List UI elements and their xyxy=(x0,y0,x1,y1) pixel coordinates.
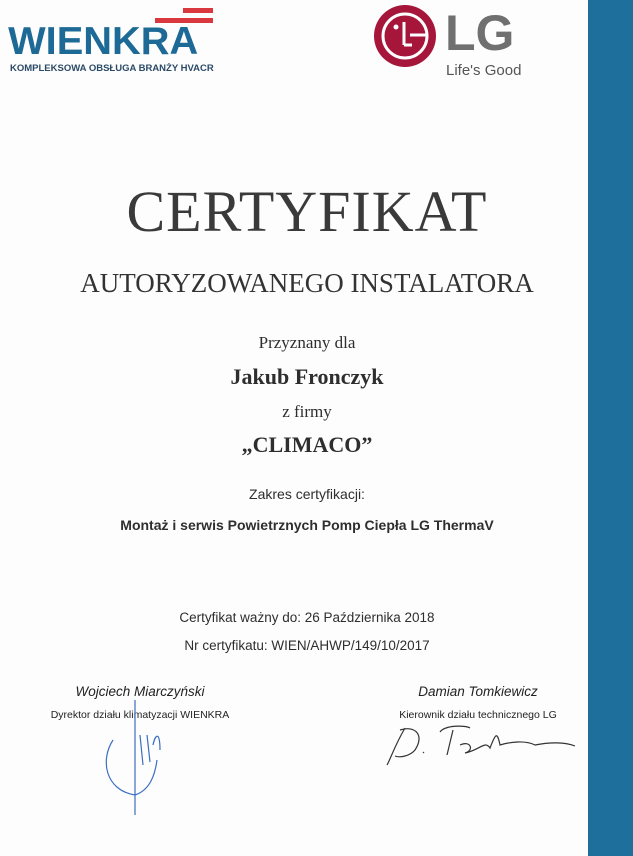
company-label: z firmy xyxy=(282,402,332,421)
validity-text: Certyfikat ważny do: 26 Października 2018 xyxy=(179,610,435,625)
lg-face-icon xyxy=(374,5,436,67)
side-accent-bar xyxy=(588,0,633,856)
scope-text: Montaż i serwis Powietrznych Pomp Ciepła LG ThermaV xyxy=(120,517,494,533)
company-name: „CLIMACO” xyxy=(241,432,373,457)
recipient-name: Jakub Fronczyk xyxy=(230,364,384,389)
certificate-title: CERTYFIKAT xyxy=(126,179,488,244)
signatory-name: Damian Tomkiewicz xyxy=(418,684,538,699)
logo-stripe xyxy=(183,8,213,13)
lg-tagline: Life's Good xyxy=(446,62,522,79)
signature-mark xyxy=(95,700,195,820)
certificate-number: Nr certyfikatu: WIEN/AHWP/149/10/2017 xyxy=(184,638,430,653)
wienkra-name: WIENKRA xyxy=(8,20,199,63)
lg-name: LG xyxy=(445,5,515,61)
certificate-subtitle: AUTORYZOWANEGO INSTALATORA xyxy=(80,268,534,298)
signature-mark xyxy=(385,720,585,770)
signatory-title: Kierownik działu technicznego LG xyxy=(399,709,557,721)
scope-label: Zakres certyfikacji: xyxy=(249,486,365,502)
wienkra-subtitle: KOMPLEKSOWA OBSŁUGA BRANŻY HVACR xyxy=(10,63,214,74)
signatory-title: Dyrektor działu klimatyzacji WIENKRA xyxy=(50,709,230,721)
awarded-label: Przyznany dla xyxy=(258,333,356,352)
signatory-name: Wojciech Miarczyński xyxy=(75,684,205,699)
